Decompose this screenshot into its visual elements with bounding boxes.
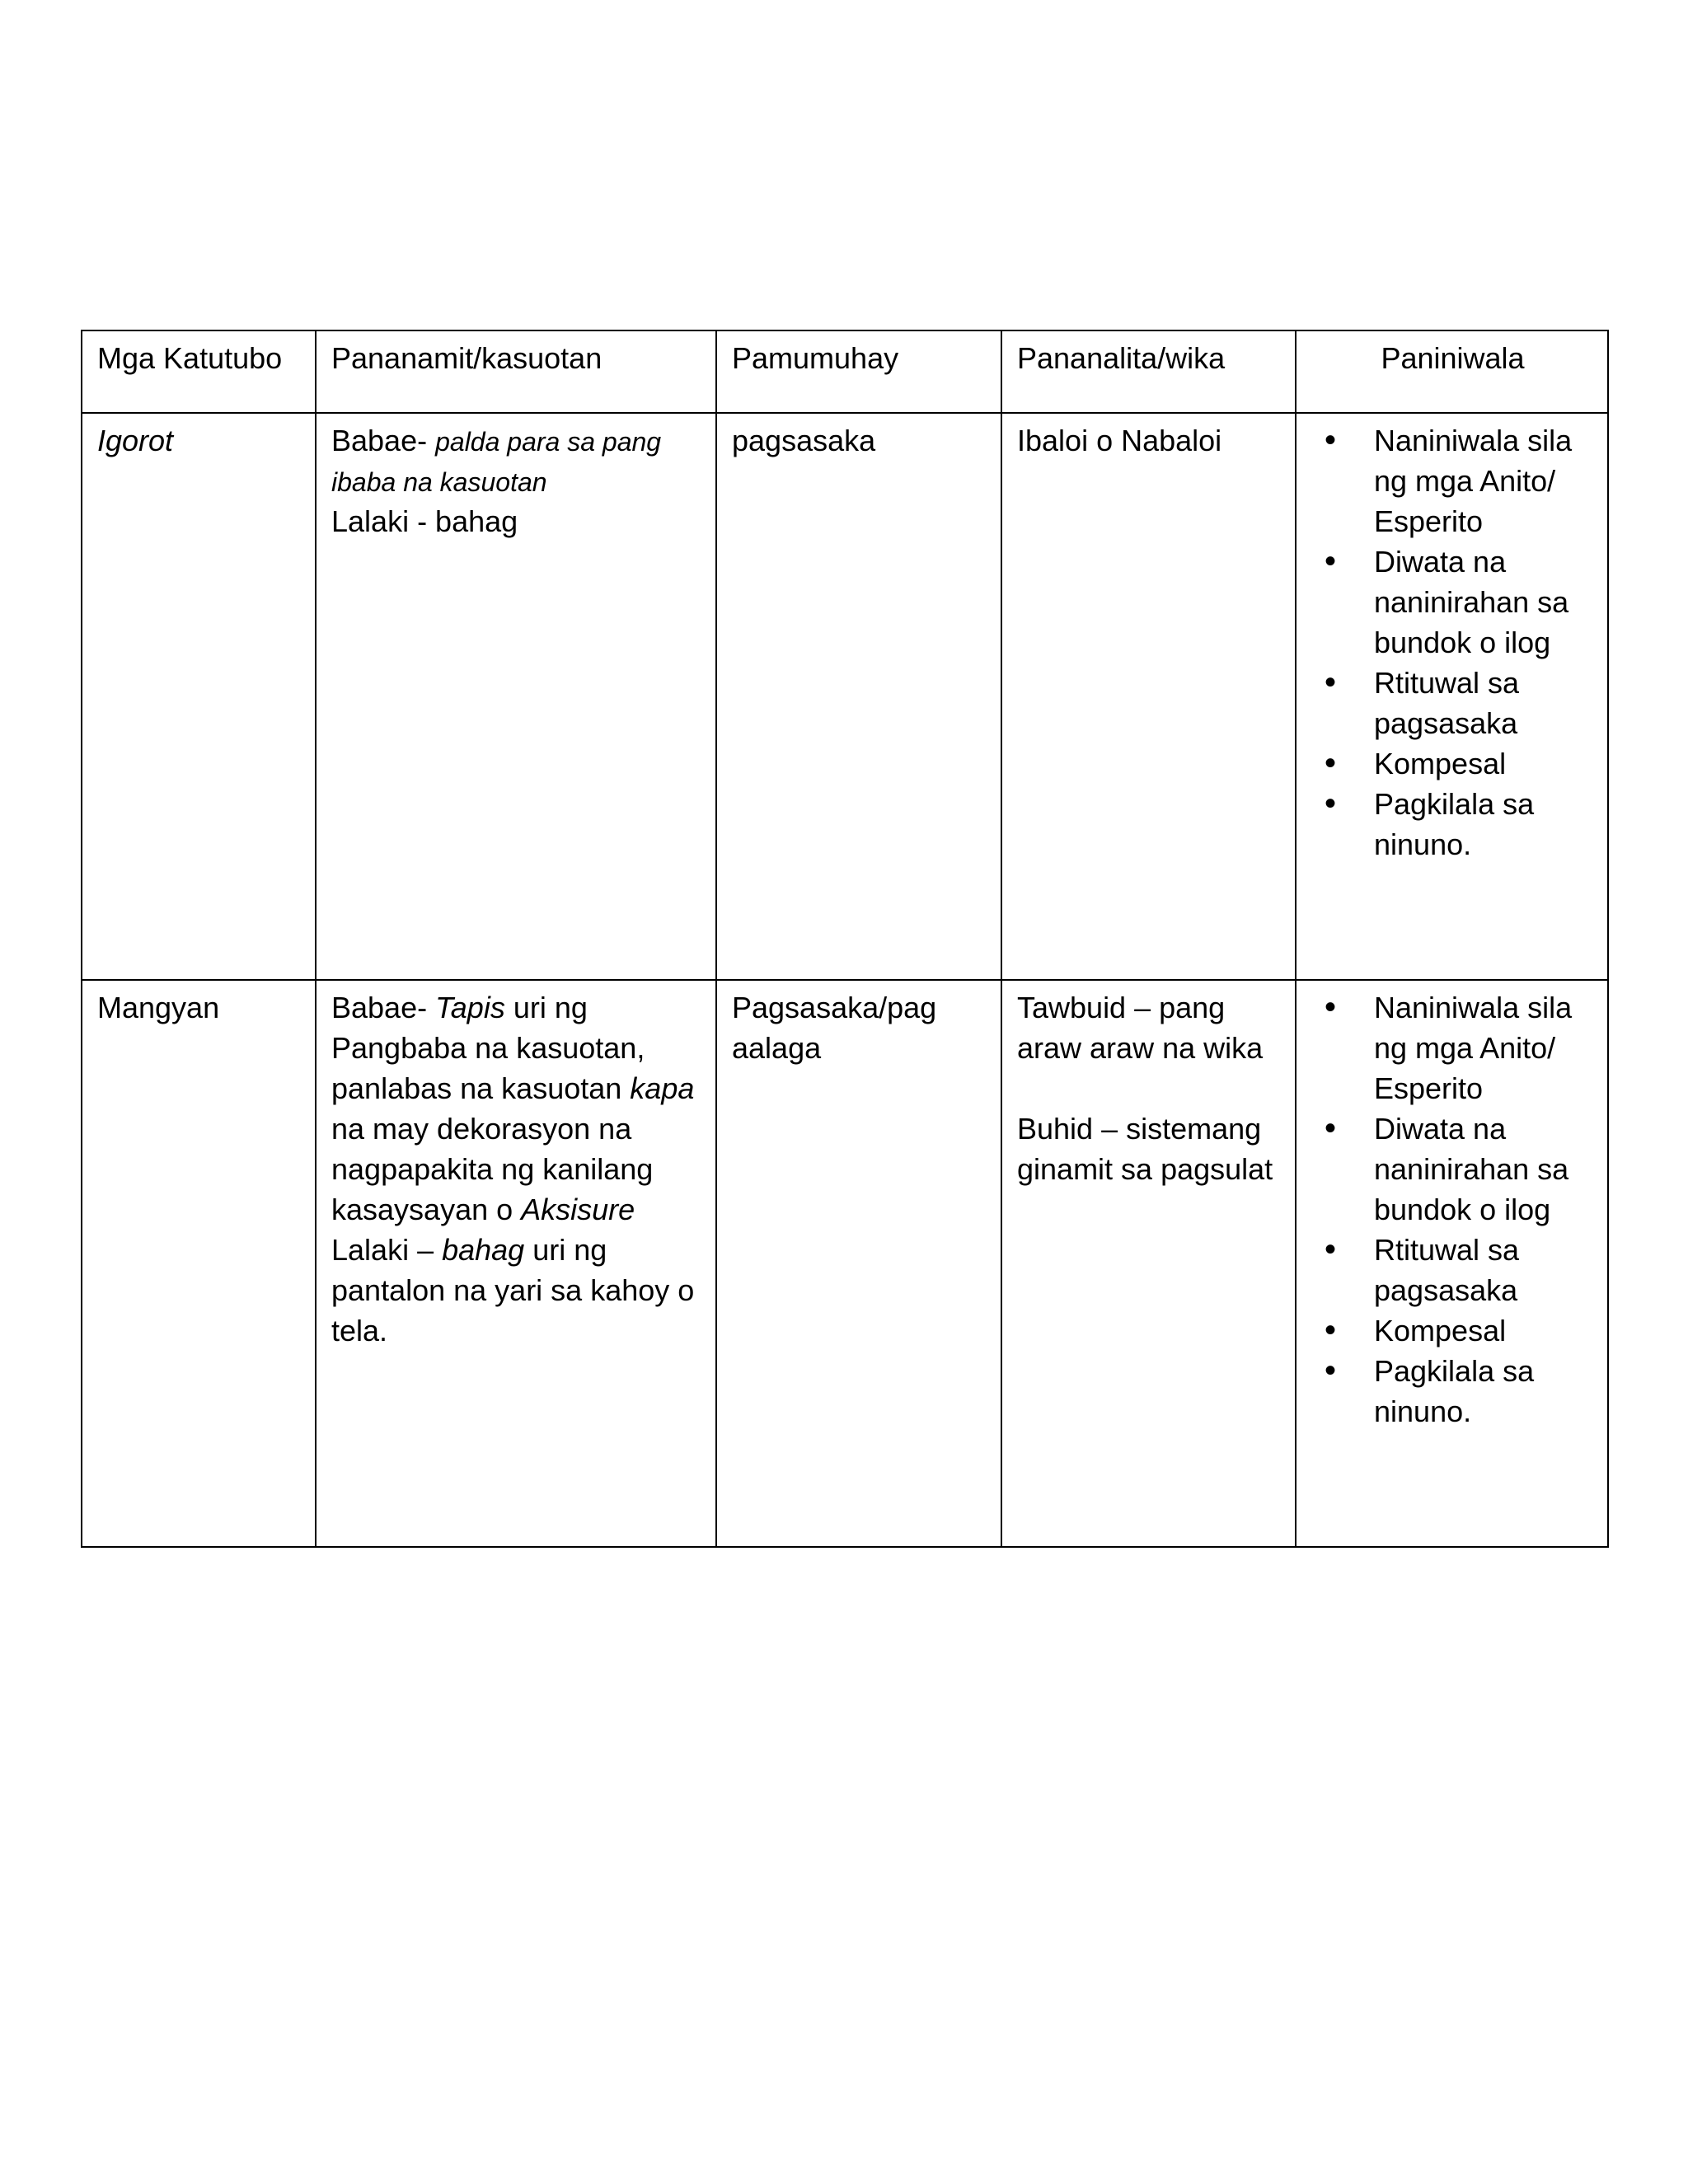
belief-list bbox=[1311, 987, 1594, 1432]
babae-label: Babae- bbox=[331, 424, 436, 457]
table-header-row bbox=[82, 330, 1608, 413]
belief-item: • Diwata na naninirahan sa bundok o ilog bbox=[1374, 1108, 1594, 1230]
babae-label: Babae- bbox=[331, 991, 436, 1024]
header-cell-pamumuhay: Pamumuhay bbox=[716, 330, 1001, 413]
header-cell-pananamit: Pananamit/kasuotan bbox=[316, 330, 716, 413]
belief-item: • Pagkilala sa ninuno. bbox=[1374, 784, 1594, 865]
cell-paniniwala bbox=[1296, 413, 1608, 980]
wika-line: Ibaloi o Nabaloi bbox=[1017, 424, 1222, 457]
belief-item: • Rtituwal sa pagsasaka bbox=[1374, 663, 1594, 743]
wika-line: Tawbuid – pang araw araw na wika bbox=[1017, 991, 1264, 1065]
belief-item: • Rtituwal sa pagsasaka bbox=[1374, 1230, 1594, 1310]
table-row bbox=[82, 413, 1608, 980]
wika-line: Buhid – sistemang ginamit sa pagsulat bbox=[1017, 1112, 1273, 1186]
cell-paniniwala bbox=[1296, 980, 1608, 1547]
pananamit-text: na may dekorasyon na nagpapakita ng kanilang kasaysayan o bbox=[331, 1112, 654, 1226]
kapa-term: kapa bbox=[630, 1071, 695, 1105]
table-row bbox=[82, 980, 1608, 1547]
cell-pananamit bbox=[316, 980, 716, 1547]
babae-description: palda para sa pang ibaba na kasuotan bbox=[331, 427, 662, 497]
tapis-term: Tapis bbox=[435, 991, 505, 1024]
belief-list bbox=[1311, 420, 1594, 865]
aksisure-term: Aksisure bbox=[521, 1193, 635, 1226]
cell-pamumuhay: pagsasaka bbox=[716, 413, 1001, 980]
belief-item: • Pagkilala sa ninuno. bbox=[1374, 1351, 1594, 1432]
cell-katutubo bbox=[82, 980, 316, 1547]
belief-item: • Kompesal bbox=[1374, 743, 1594, 784]
header-cell-katutubo: Mga Katutubo bbox=[82, 330, 316, 413]
katutubo-table bbox=[81, 330, 1609, 1548]
belief-item: • Kompesal bbox=[1374, 1310, 1594, 1351]
belief-item: • Naniniwala sila ng mga Anito/ Esperito bbox=[1374, 420, 1594, 541]
pananamit-text: uri ng Pangbaba na kasuotan, panlabas na kasuotan bbox=[331, 991, 645, 1105]
belief-item: • Naniniwala sila ng mga Anito/ Esperito bbox=[1374, 987, 1594, 1108]
blank-line bbox=[1017, 1068, 1282, 1108]
cell-pananalita bbox=[1001, 413, 1296, 980]
katutubo-name: Mangyan bbox=[97, 991, 220, 1024]
cell-pamumuhay: Pagsasaka/pag aalaga bbox=[716, 980, 1001, 1547]
pananamit-text: uri ng pantalon na yari sa kahoy o tela. bbox=[331, 1233, 695, 1347]
belief-item: • Diwata na naninirahan sa bundok o ilog bbox=[1374, 541, 1594, 663]
bahag-term: bahag bbox=[442, 1233, 525, 1267]
lalaki-label: Lalaki – bbox=[331, 1233, 443, 1267]
katutubo-name: Igorot bbox=[97, 424, 174, 457]
lalaki-description: Lalaki - bahag bbox=[331, 504, 518, 538]
cell-pananamit bbox=[316, 413, 716, 980]
cell-pananalita bbox=[1001, 980, 1296, 1547]
header-cell-pananalita: Pananalita/wika bbox=[1001, 330, 1296, 413]
cell-katutubo bbox=[82, 413, 316, 980]
header-cell-paniniwala: Paniniwala bbox=[1296, 330, 1608, 413]
